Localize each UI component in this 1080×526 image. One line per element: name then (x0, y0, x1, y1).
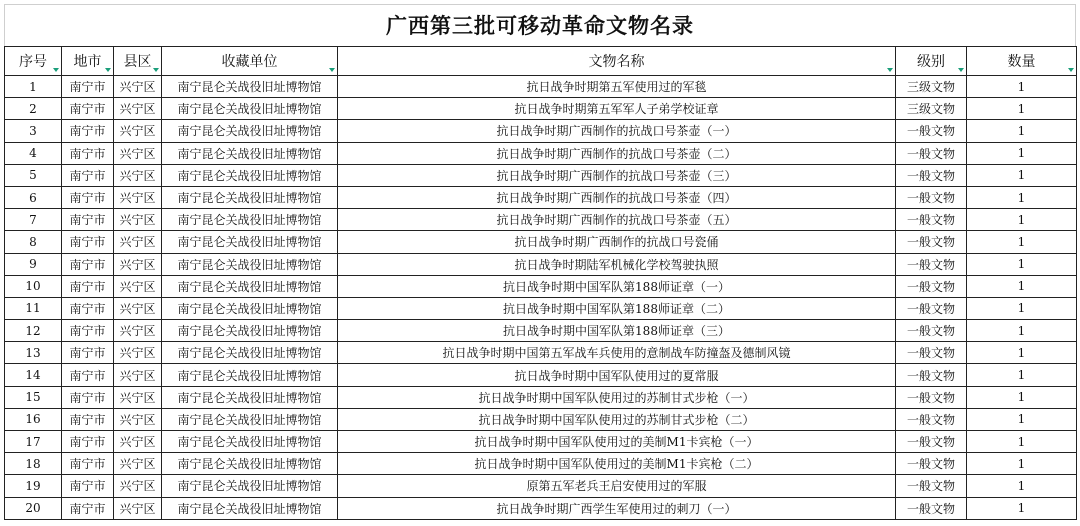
cell-relic-name: 抗日战争时期第五军使用过的军毯 (338, 76, 896, 98)
cell-unit: 南宁昆仑关战役旧址博物馆 (162, 364, 338, 386)
cell-seq: 16 (5, 408, 62, 430)
table-body (5, 76, 1077, 520)
cell-level: 一般文物 (896, 209, 967, 231)
cell-city: 南宁市 (62, 431, 114, 453)
cell-city: 南宁市 (62, 364, 114, 386)
cell-seq: 8 (5, 231, 62, 253)
cell-unit: 南宁昆仑关战役旧址博物馆 (162, 209, 338, 231)
cell-relic-name: 抗日战争时期第五军军人子弟学校证章 (338, 98, 896, 120)
header-level[interactable] (896, 47, 967, 76)
cell-seq: 10 (5, 275, 62, 297)
cell-level: 一般文物 (896, 231, 967, 253)
filter-dropdown-icon[interactable] (53, 68, 59, 72)
cell-relic-name: 抗日战争时期广西制作的抗战口号茶壶（一） (338, 120, 896, 142)
cell-seq: 19 (5, 475, 62, 497)
cell-city: 南宁市 (62, 275, 114, 297)
header-name[interactable] (338, 47, 896, 76)
cell-quantity: 1 (967, 342, 1077, 364)
cell-county: 兴宁区 (114, 142, 162, 164)
cell-level: 一般文物 (896, 408, 967, 430)
cell-city: 南宁市 (62, 231, 114, 253)
header-county-label: 县区 (123, 54, 152, 70)
cell-seq: 11 (5, 297, 62, 319)
cell-county: 兴宁区 (114, 209, 162, 231)
cell-unit: 南宁昆仑关战役旧址博物馆 (162, 475, 338, 497)
table-row (5, 475, 1077, 497)
cell-level: 一般文物 (896, 142, 967, 164)
cell-unit: 南宁昆仑关战役旧址博物馆 (162, 320, 338, 342)
cell-county: 兴宁区 (114, 453, 162, 475)
cell-county: 兴宁区 (114, 253, 162, 275)
cell-unit: 南宁昆仑关战役旧址博物馆 (162, 142, 338, 164)
cell-relic-name: 抗日战争时期广西制作的抗战口号茶壶（三） (338, 164, 896, 186)
header-seq[interactable] (5, 47, 62, 76)
cell-county: 兴宁区 (114, 120, 162, 142)
cell-quantity: 1 (967, 386, 1077, 408)
cell-seq: 2 (5, 98, 62, 120)
cell-city: 南宁市 (62, 209, 114, 231)
cell-quantity: 1 (967, 320, 1077, 342)
table-row (5, 164, 1077, 186)
table-row (5, 408, 1077, 430)
cell-city: 南宁市 (62, 386, 114, 408)
cell-level: 一般文物 (896, 453, 967, 475)
cell-city: 南宁市 (62, 342, 114, 364)
cell-level: 一般文物 (896, 475, 967, 497)
cell-seq: 6 (5, 186, 62, 208)
filter-dropdown-icon[interactable] (958, 68, 964, 72)
cell-level: 一般文物 (896, 342, 967, 364)
cell-unit: 南宁昆仑关战役旧址博物馆 (162, 297, 338, 319)
filter-dropdown-icon[interactable] (153, 68, 159, 72)
cell-county: 兴宁区 (114, 475, 162, 497)
cell-seq: 14 (5, 364, 62, 386)
table-row (5, 297, 1077, 319)
cell-seq: 20 (5, 497, 62, 519)
header-level-label: 级别 (917, 54, 945, 70)
cell-quantity: 1 (967, 364, 1077, 386)
cell-quantity: 1 (967, 231, 1077, 253)
cell-city: 南宁市 (62, 164, 114, 186)
cell-relic-name: 抗日战争时期广西学生军使用过的刺刀（一） (338, 497, 896, 519)
cell-seq: 4 (5, 142, 62, 164)
table-row (5, 275, 1077, 297)
table-row (5, 142, 1077, 164)
cell-unit: 南宁昆仑关战役旧址博物馆 (162, 120, 338, 142)
cell-city: 南宁市 (62, 76, 114, 98)
cell-unit: 南宁昆仑关战役旧址博物馆 (162, 253, 338, 275)
cell-unit: 南宁昆仑关战役旧址博物馆 (162, 164, 338, 186)
cell-city: 南宁市 (62, 497, 114, 519)
cell-county: 兴宁区 (114, 186, 162, 208)
table-row (5, 253, 1077, 275)
cell-unit: 南宁昆仑关战役旧址博物馆 (162, 98, 338, 120)
cell-quantity: 1 (967, 275, 1077, 297)
table-row (5, 497, 1077, 519)
cell-county: 兴宁区 (114, 408, 162, 430)
cell-seq: 7 (5, 209, 62, 231)
filter-dropdown-icon[interactable] (105, 68, 111, 72)
cell-seq: 9 (5, 253, 62, 275)
table-row (5, 186, 1077, 208)
cell-city: 南宁市 (62, 120, 114, 142)
header-seq-label: 序号 (19, 54, 47, 70)
table-row (5, 120, 1077, 142)
cell-level: 一般文物 (896, 497, 967, 519)
cell-city: 南宁市 (62, 186, 114, 208)
cell-county: 兴宁区 (114, 275, 162, 297)
cell-level: 一般文物 (896, 364, 967, 386)
cell-level: 一般文物 (896, 297, 967, 319)
cell-city: 南宁市 (62, 253, 114, 275)
cell-relic-name: 抗日战争时期中国军队使用过的苏制甘式步枪（一） (338, 386, 896, 408)
cell-level: 一般文物 (896, 386, 967, 408)
cell-relic-name: 抗日战争时期中国军队第188师证章（二） (338, 297, 896, 319)
cell-relic-name: 抗日战争时期广西制作的抗战口号茶壶（五） (338, 209, 896, 231)
cell-unit: 南宁昆仑关战役旧址博物馆 (162, 408, 338, 430)
table-row (5, 386, 1077, 408)
header-qty-label: 数量 (1007, 54, 1036, 70)
cell-county: 兴宁区 (114, 98, 162, 120)
cell-city: 南宁市 (62, 142, 114, 164)
cell-quantity: 1 (967, 453, 1077, 475)
cell-relic-name: 抗日战争时期广西制作的抗战口号瓷俑 (338, 231, 896, 253)
cell-unit: 南宁昆仑关战役旧址博物馆 (162, 453, 338, 475)
cell-level: 一般文物 (896, 186, 967, 208)
cell-seq: 18 (5, 453, 62, 475)
header-row (5, 47, 1077, 76)
cell-relic-name: 抗日战争时期中国军队使用过的夏常服 (338, 364, 896, 386)
cell-relic-name: 抗日战争时期中国军队第188师证章（一） (338, 275, 896, 297)
cell-level: 一般文物 (896, 164, 967, 186)
cell-level: 三级文物 (896, 76, 967, 98)
table-row (5, 364, 1077, 386)
cell-city: 南宁市 (62, 408, 114, 430)
cell-seq: 17 (5, 431, 62, 453)
cell-city: 南宁市 (62, 320, 114, 342)
header-qty[interactable] (967, 47, 1077, 76)
cell-unit: 南宁昆仑关战役旧址博物馆 (162, 231, 338, 253)
cell-relic-name: 抗日战争时期陆军机械化学校驾驶执照 (338, 253, 896, 275)
document-sheet (4, 4, 1076, 522)
cell-relic-name: 抗日战争时期中国军队使用过的美制M1卡宾枪（一） (338, 431, 896, 453)
filter-dropdown-icon[interactable] (329, 68, 335, 72)
cell-county: 兴宁区 (114, 320, 162, 342)
cell-seq: 5 (5, 164, 62, 186)
cell-unit: 南宁昆仑关战役旧址博物馆 (162, 497, 338, 519)
cell-relic-name: 抗日战争时期广西制作的抗战口号茶壶（四） (338, 186, 896, 208)
cell-unit: 南宁昆仑关战役旧址博物馆 (162, 386, 338, 408)
cell-county: 兴宁区 (114, 164, 162, 186)
filter-dropdown-icon[interactable] (1068, 68, 1074, 72)
cell-county: 兴宁区 (114, 431, 162, 453)
cell-seq: 12 (5, 320, 62, 342)
header-unit-label: 收藏单位 (221, 54, 278, 70)
cell-level: 一般文物 (896, 120, 967, 142)
table-row (5, 453, 1077, 475)
cell-quantity: 1 (967, 164, 1077, 186)
cell-quantity: 1 (967, 142, 1077, 164)
table-row (5, 98, 1077, 120)
cell-relic-name: 原第五军老兵王启安使用过的军服 (338, 475, 896, 497)
cell-county: 兴宁区 (114, 386, 162, 408)
cell-quantity: 1 (967, 76, 1077, 98)
cell-level: 一般文物 (896, 275, 967, 297)
cell-quantity: 1 (967, 475, 1077, 497)
table-row (5, 231, 1077, 253)
cell-quantity: 1 (967, 431, 1077, 453)
cell-seq: 1 (5, 76, 62, 98)
header-city-label: 地市 (73, 54, 102, 70)
cell-quantity: 1 (967, 186, 1077, 208)
cell-quantity: 1 (967, 297, 1077, 319)
cell-quantity: 1 (967, 497, 1077, 519)
filter-dropdown-icon[interactable] (887, 68, 893, 72)
cell-city: 南宁市 (62, 453, 114, 475)
cell-city: 南宁市 (62, 475, 114, 497)
cell-city: 南宁市 (62, 98, 114, 120)
cell-unit: 南宁昆仑关战役旧址博物馆 (162, 431, 338, 453)
table-row (5, 431, 1077, 453)
header-unit[interactable] (162, 47, 338, 76)
cell-relic-name: 抗日战争时期中国第五军战车兵使用的意制战车防撞盔及德制风镜 (338, 342, 896, 364)
cell-unit: 南宁昆仑关战役旧址博物馆 (162, 186, 338, 208)
table-row (5, 320, 1077, 342)
cell-quantity: 1 (967, 253, 1077, 275)
header-city[interactable] (62, 47, 114, 76)
cell-quantity: 1 (967, 408, 1077, 430)
cell-unit: 南宁昆仑关战役旧址博物馆 (162, 76, 338, 98)
cell-relic-name: 抗日战争时期中国军队使用过的美制M1卡宾枪（二） (338, 453, 896, 475)
cell-county: 兴宁区 (114, 297, 162, 319)
cell-relic-name: 抗日战争时期中国军队使用过的苏制甘式步枪（二） (338, 408, 896, 430)
relics-table (4, 46, 1077, 520)
cell-county: 兴宁区 (114, 342, 162, 364)
cell-city: 南宁市 (62, 297, 114, 319)
table-row (5, 342, 1077, 364)
cell-quantity: 1 (967, 98, 1077, 120)
cell-county: 兴宁区 (114, 497, 162, 519)
table-row (5, 76, 1077, 98)
cell-county: 兴宁区 (114, 364, 162, 386)
cell-relic-name: 抗日战争时期中国军队第188师证章（三） (338, 320, 896, 342)
header-name-label: 文物名称 (588, 54, 645, 70)
cell-unit: 南宁昆仑关战役旧址博物馆 (162, 342, 338, 364)
cell-county: 兴宁区 (114, 231, 162, 253)
table-row (5, 209, 1077, 231)
cell-quantity: 1 (967, 209, 1077, 231)
cell-seq: 13 (5, 342, 62, 364)
cell-unit: 南宁昆仑关战役旧址博物馆 (162, 275, 338, 297)
cell-seq: 15 (5, 386, 62, 408)
cell-relic-name: 抗日战争时期广西制作的抗战口号茶壶（二） (338, 142, 896, 164)
cell-level: 一般文物 (896, 431, 967, 453)
header-county[interactable] (114, 47, 162, 76)
cell-county: 兴宁区 (114, 76, 162, 98)
cell-seq: 3 (5, 120, 62, 142)
cell-level: 一般文物 (896, 320, 967, 342)
page-title: 广西第三批可移动革命文物名录 (4, 4, 1076, 46)
cell-quantity: 1 (967, 120, 1077, 142)
cell-level: 三级文物 (896, 98, 967, 120)
cell-level: 一般文物 (896, 253, 967, 275)
